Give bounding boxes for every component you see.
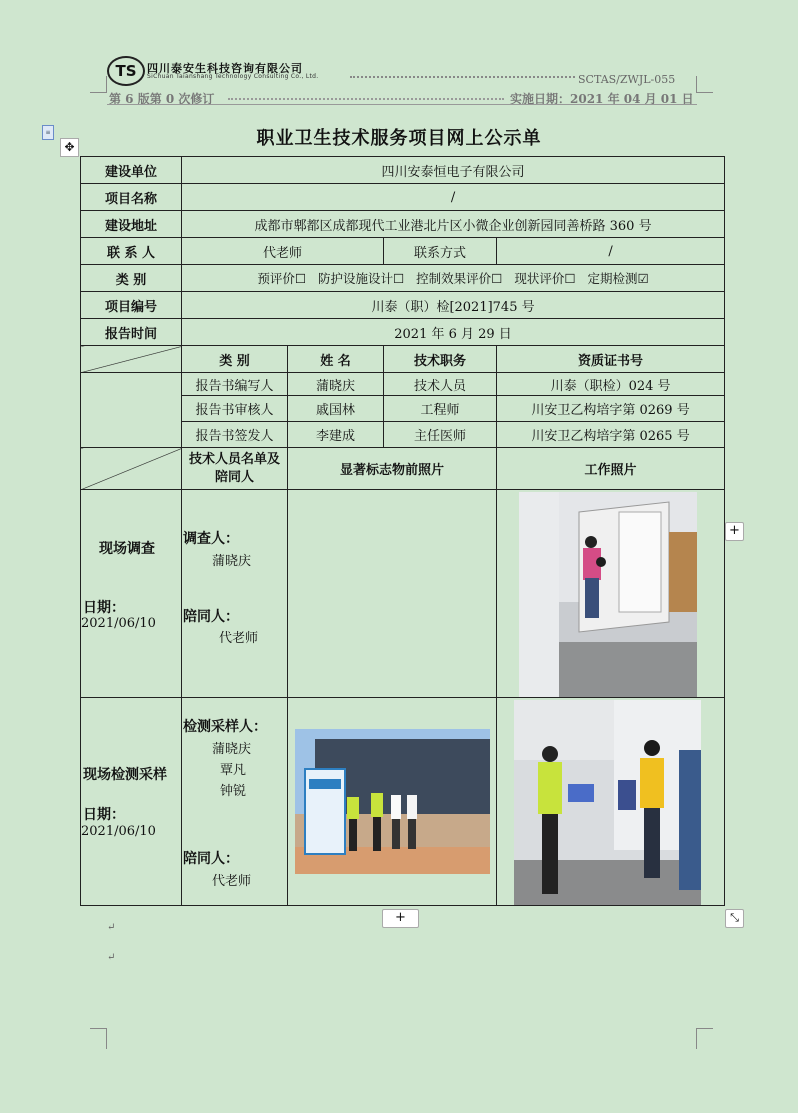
contact-method-label: 联系方式 xyxy=(384,238,497,265)
header-dotted-line xyxy=(350,76,575,78)
survey-work-photo[interactable] xyxy=(519,492,697,698)
company-logo: TS xyxy=(107,56,145,86)
survey-landmark-photo-cell xyxy=(288,490,497,698)
survey-row xyxy=(81,490,725,698)
staff-cert[interactable]: 川泰（职检）024 号 xyxy=(497,373,725,396)
sampler-name-2[interactable]: 覃凡 xyxy=(220,763,247,778)
unit-label: 建设单位 xyxy=(81,157,182,184)
company-name-en: SiChuan Taianshang Technology Consulting Co., Ltd. xyxy=(147,73,319,80)
sampling-landmark-photo[interactable] xyxy=(295,729,490,874)
corner-mark xyxy=(696,76,713,93)
category-option-periodic-check[interactable]: 定期检测☑ xyxy=(587,271,649,286)
category-option-protection-design[interactable]: 防护设施设计☐ xyxy=(318,271,405,286)
sampling-row xyxy=(81,698,725,906)
survey-date-label: 日期： xyxy=(83,600,125,616)
header-dotted-line-2 xyxy=(228,98,504,100)
sampling-staff-cell xyxy=(182,698,288,906)
staff-title[interactable]: 工程师 xyxy=(384,396,497,422)
project-no-label: 项目编号 xyxy=(81,292,182,319)
survey-companion-name[interactable]: 代老师 xyxy=(219,631,259,646)
sampler-label: 检测采样人： xyxy=(183,719,267,735)
staff-role: 报告书审核人 xyxy=(182,396,288,422)
staff-title[interactable]: 技术人员 xyxy=(384,373,497,396)
staff-role: 报告书签发人 xyxy=(182,422,288,448)
address-label: 建设地址 xyxy=(81,211,182,238)
sampling-work-photo-cell xyxy=(497,698,725,906)
impl-date: 实施日期：2021 年 04 月 01 日 xyxy=(510,92,694,106)
corner-mark xyxy=(696,1028,713,1049)
sampling-label: 现场检测采样 xyxy=(83,767,167,783)
doc-code: SCTAS/ZWJL-055 xyxy=(578,73,676,86)
document-icon[interactable]: ≡ xyxy=(42,125,54,140)
report-time-value[interactable]: 2021 年 6 月 29 日 xyxy=(182,319,725,346)
sampling-landmark-photo-cell xyxy=(288,698,497,906)
contact-label: 联 系 人 xyxy=(81,238,182,265)
sampling-companion-name[interactable]: 代老师 xyxy=(212,874,252,889)
project-no-value[interactable]: 川泰（职）检[2021]745 号 xyxy=(182,292,725,319)
move-icon[interactable]: ✥ xyxy=(60,138,79,157)
sampler-name-3[interactable]: 钟锐 xyxy=(220,784,247,799)
survey-date[interactable]: 2021/06/10 xyxy=(81,616,156,631)
photos-header-work: 工作照片 xyxy=(497,448,725,490)
paragraph-mark: ↵ xyxy=(107,952,116,963)
survey-label-cell xyxy=(81,490,182,698)
staff-cert[interactable]: 川安卫乙构培字第 0269 号 xyxy=(497,396,725,422)
project-label: 项目名称 xyxy=(81,184,182,211)
version-text: 第 6 版第 0 次修订 xyxy=(109,92,215,106)
staff-name[interactable]: 蒲晓庆 xyxy=(288,373,384,396)
staff-blank-cell xyxy=(81,373,182,448)
staff-header-name: 姓 名 xyxy=(288,346,384,373)
staff-name[interactable]: 戚国林 xyxy=(288,396,384,422)
table-row xyxy=(81,373,725,396)
staff-title[interactable]: 主任医师 xyxy=(384,422,497,448)
sampler-name-1[interactable]: 蒲晓庆 xyxy=(212,742,252,757)
staff-header-title: 技术职务 xyxy=(384,346,497,373)
staff-header-role: 类 别 xyxy=(182,346,288,373)
sampling-date-label: 日期： xyxy=(83,807,125,823)
project-value[interactable]: / xyxy=(182,184,725,211)
photos-header-staff: 技术人员名单及陪同人 xyxy=(182,448,288,490)
investigator-label: 调查人： xyxy=(183,531,239,547)
staff-header-cert: 资质证书号 xyxy=(497,346,725,373)
resize-icon[interactable]: ⤡ xyxy=(725,909,744,928)
paragraph-mark: ↵ xyxy=(107,922,116,933)
info-table xyxy=(80,156,725,906)
contact-method-value[interactable]: / xyxy=(497,238,725,265)
category-option-pre-eval[interactable]: 预评价☐ xyxy=(257,271,307,286)
photos-header-landmark: 显著标志物前照片 xyxy=(288,448,497,490)
sampling-label-cell xyxy=(81,698,182,906)
staff-name[interactable]: 李建成 xyxy=(288,422,384,448)
survey-companion-label: 陪同人： xyxy=(183,609,239,625)
category-label: 类 别 xyxy=(81,265,182,292)
sampling-date[interactable]: 2021/06/10 xyxy=(81,824,156,839)
report-time-label: 报告时间 xyxy=(81,319,182,346)
contact-value[interactable]: 代老师 xyxy=(182,238,384,265)
corner-mark xyxy=(90,1028,107,1049)
staff-role: 报告书编写人 xyxy=(182,373,288,396)
page-title: 职业卫生技术服务项目网上公示单 xyxy=(256,128,542,149)
category-option-control-eval[interactable]: 控制效果评价☐ xyxy=(416,271,503,286)
category-option-status-eval[interactable]: 现状评价☐ xyxy=(514,271,576,286)
plus-icon[interactable]: + xyxy=(725,522,744,541)
survey-staff-cell xyxy=(182,490,288,698)
investigator-name[interactable]: 蒲晓庆 xyxy=(212,554,252,569)
survey-work-photo-cell xyxy=(497,490,725,698)
survey-label: 现场调查 xyxy=(99,541,155,557)
diagonal-cell xyxy=(81,346,182,373)
company-name-cn: 四川泰安生科技咨询有限公司 xyxy=(147,62,303,75)
address-value[interactable]: 成都市郫都区成都现代工业港北片区小微企业创新园同善桥路 360 号 xyxy=(182,211,725,238)
header-rule xyxy=(107,104,697,105)
unit-value[interactable]: 四川安泰恒电子有限公司 xyxy=(182,157,725,184)
category-options xyxy=(182,265,725,292)
diagonal-cell xyxy=(81,448,182,490)
staff-cert[interactable]: 川安卫乙构培字第 0265 号 xyxy=(497,422,725,448)
corner-mark xyxy=(90,76,107,93)
sampling-companion-label: 陪同人： xyxy=(183,851,239,867)
sampling-work-photo[interactable] xyxy=(514,700,701,906)
plus-icon[interactable]: + xyxy=(382,909,419,928)
